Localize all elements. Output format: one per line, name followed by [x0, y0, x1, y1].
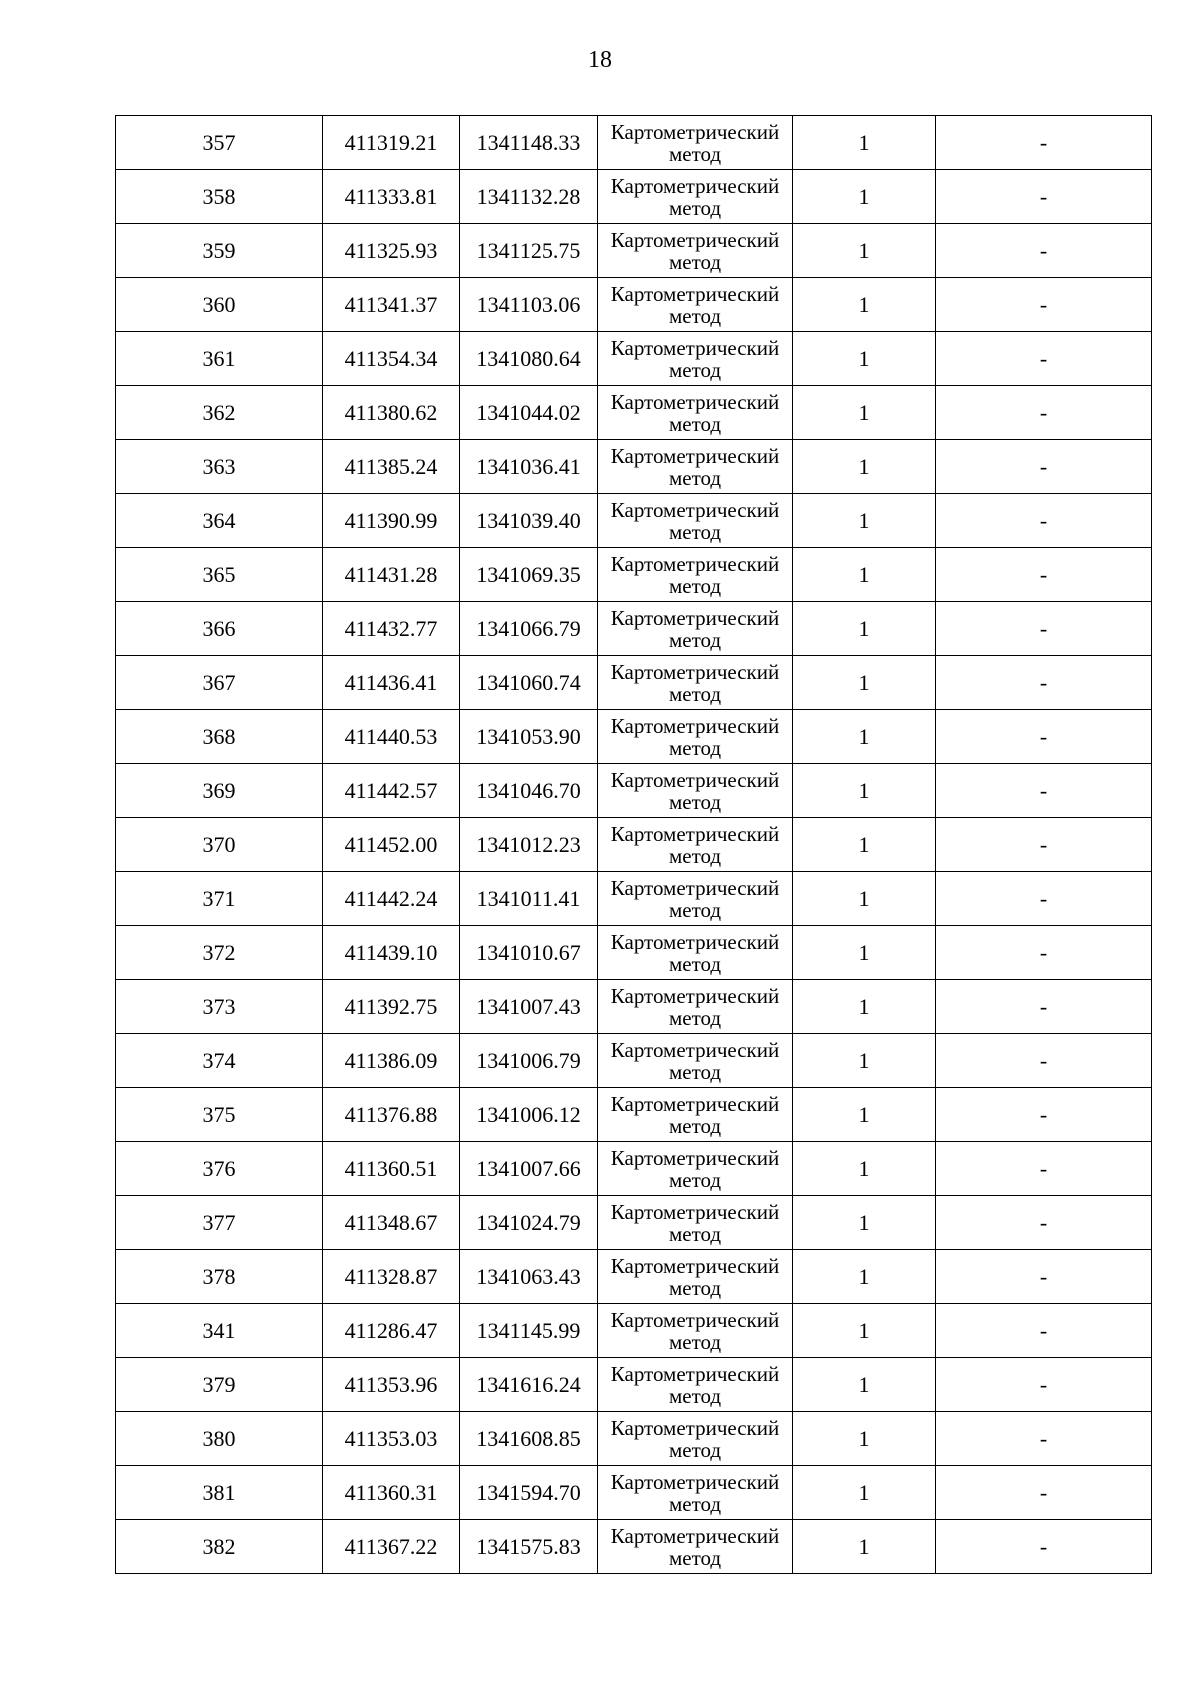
- table-row: [116, 386, 1152, 440]
- method-line-1: Картометрический: [610, 1415, 780, 1440]
- x-coordinate-cell: 411452.00: [323, 818, 460, 872]
- method-line-1: Картометрический: [610, 983, 780, 1008]
- table-row: [116, 710, 1152, 764]
- method-line-2: метод: [668, 627, 722, 652]
- accuracy-cell: 1: [793, 1466, 936, 1520]
- method-line-2: метод: [668, 573, 722, 598]
- method-line-2: метод: [668, 843, 722, 868]
- method-line-2: метод: [668, 1167, 722, 1192]
- accuracy-cell: 1: [793, 764, 936, 818]
- y-coordinate-cell: 1341053.90: [460, 710, 598, 764]
- method-cell: [598, 170, 793, 224]
- note-cell: -: [936, 872, 1152, 926]
- accuracy-cell: 1: [793, 278, 936, 332]
- accuracy-cell: 1: [793, 1520, 936, 1574]
- y-coordinate-cell: 1341080.64: [460, 332, 598, 386]
- x-coordinate-cell: 411360.31: [323, 1466, 460, 1520]
- table-row: [116, 494, 1152, 548]
- point-number-cell: 377: [116, 1196, 323, 1250]
- point-number-cell: 359: [116, 224, 323, 278]
- accuracy-cell: 1: [793, 656, 936, 710]
- point-number-cell: 372: [116, 926, 323, 980]
- note-cell: -: [936, 278, 1152, 332]
- note-cell: -: [936, 1412, 1152, 1466]
- method-cell: [598, 1142, 793, 1196]
- y-coordinate-cell: 1341012.23: [460, 818, 598, 872]
- table-row: [116, 1250, 1152, 1304]
- note-cell: -: [936, 1304, 1152, 1358]
- accuracy-cell: 1: [793, 332, 936, 386]
- method-cell: [598, 1412, 793, 1466]
- table-row: [116, 818, 1152, 872]
- method-line-1: Картометрический: [610, 1307, 780, 1332]
- method-cell: [598, 1520, 793, 1574]
- note-cell: -: [936, 1520, 1152, 1574]
- point-number-cell: 373: [116, 980, 323, 1034]
- note-cell: -: [936, 332, 1152, 386]
- point-number-cell: 357: [116, 116, 323, 170]
- method-line-1: Картометрический: [610, 659, 780, 684]
- x-coordinate-cell: 411325.93: [323, 224, 460, 278]
- point-number-cell: 381: [116, 1466, 323, 1520]
- method-line-2: метод: [668, 1005, 722, 1030]
- y-coordinate-cell: 1341575.83: [460, 1520, 598, 1574]
- table-row: [116, 116, 1152, 170]
- method-cell: [598, 548, 793, 602]
- accuracy-cell: 1: [793, 602, 936, 656]
- point-number-cell: 358: [116, 170, 323, 224]
- y-coordinate-cell: 1341007.66: [460, 1142, 598, 1196]
- note-cell: -: [936, 710, 1152, 764]
- y-coordinate-cell: 1341148.33: [460, 116, 598, 170]
- x-coordinate-cell: 411348.67: [323, 1196, 460, 1250]
- y-coordinate-cell: 1341011.41: [460, 872, 598, 926]
- x-coordinate-cell: 411354.34: [323, 332, 460, 386]
- method-line-2: метод: [668, 1329, 722, 1354]
- accuracy-cell: 1: [793, 872, 936, 926]
- method-line-2: метод: [668, 195, 722, 220]
- accuracy-cell: 1: [793, 710, 936, 764]
- x-coordinate-cell: 411341.37: [323, 278, 460, 332]
- y-coordinate-cell: 1341060.74: [460, 656, 598, 710]
- x-coordinate-cell: 411376.88: [323, 1088, 460, 1142]
- note-cell: -: [936, 224, 1152, 278]
- y-coordinate-cell: 1341046.70: [460, 764, 598, 818]
- method-line-1: Картометрический: [610, 281, 780, 306]
- note-cell: -: [936, 1142, 1152, 1196]
- note-cell: -: [936, 1196, 1152, 1250]
- method-line-2: метод: [668, 1437, 722, 1462]
- x-coordinate-cell: 411353.03: [323, 1412, 460, 1466]
- x-coordinate-cell: 411386.09: [323, 1034, 460, 1088]
- method-cell: [598, 818, 793, 872]
- table-row: [116, 872, 1152, 926]
- x-coordinate-cell: 411432.77: [323, 602, 460, 656]
- x-coordinate-cell: 411436.41: [323, 656, 460, 710]
- note-cell: -: [936, 548, 1152, 602]
- table-row: [116, 764, 1152, 818]
- method-line-2: метод: [668, 951, 722, 976]
- method-line-1: Картометрический: [610, 1469, 780, 1494]
- y-coordinate-cell: 1341063.43: [460, 1250, 598, 1304]
- method-cell: [598, 278, 793, 332]
- accuracy-cell: 1: [793, 926, 936, 980]
- table-row: [116, 1520, 1152, 1574]
- point-number-cell: 370: [116, 818, 323, 872]
- point-number-cell: 364: [116, 494, 323, 548]
- method-line-2: метод: [668, 1545, 722, 1570]
- note-cell: -: [936, 1250, 1152, 1304]
- method-cell: [598, 494, 793, 548]
- method-cell: [598, 1304, 793, 1358]
- accuracy-cell: 1: [793, 116, 936, 170]
- method-line-2: метод: [668, 465, 722, 490]
- method-line-2: метод: [668, 735, 722, 760]
- method-line-2: метод: [668, 1113, 722, 1138]
- y-coordinate-cell: 1341066.79: [460, 602, 598, 656]
- method-cell: [598, 710, 793, 764]
- note-cell: -: [936, 980, 1152, 1034]
- method-cell: [598, 116, 793, 170]
- x-coordinate-cell: 411367.22: [323, 1520, 460, 1574]
- method-line-2: метод: [668, 411, 722, 436]
- accuracy-cell: 1: [793, 386, 936, 440]
- method-line-1: Картометрический: [610, 713, 780, 738]
- method-line-2: метод: [668, 1275, 722, 1300]
- method-line-1: Картометрический: [610, 1037, 780, 1062]
- point-number-cell: 374: [116, 1034, 323, 1088]
- point-number-cell: 382: [116, 1520, 323, 1574]
- table-row: [116, 440, 1152, 494]
- note-cell: -: [936, 602, 1152, 656]
- note-cell: -: [936, 1466, 1152, 1520]
- x-coordinate-cell: 411431.28: [323, 548, 460, 602]
- method-line-2: метод: [668, 1221, 722, 1246]
- table-row: [116, 602, 1152, 656]
- method-line-2: метод: [668, 519, 722, 544]
- method-line-2: метод: [668, 141, 722, 166]
- y-coordinate-cell: 1341044.02: [460, 386, 598, 440]
- table-row: [116, 926, 1152, 980]
- method-line-1: Картометрический: [610, 497, 780, 522]
- table-row: [116, 980, 1152, 1034]
- method-cell: [598, 224, 793, 278]
- method-line-1: Картометрический: [610, 1199, 780, 1224]
- method-line-2: метод: [668, 681, 722, 706]
- note-cell: -: [936, 440, 1152, 494]
- method-line-1: Картометрический: [610, 227, 780, 252]
- method-cell: [598, 386, 793, 440]
- x-coordinate-cell: 411353.96: [323, 1358, 460, 1412]
- point-number-cell: 376: [116, 1142, 323, 1196]
- page-number: 18: [588, 47, 612, 73]
- method-line-1: Картометрический: [610, 1091, 780, 1116]
- point-number-cell: 367: [116, 656, 323, 710]
- method-line-1: Картометрический: [610, 551, 780, 576]
- method-cell: [598, 872, 793, 926]
- method-line-1: Картометрический: [610, 929, 780, 954]
- accuracy-cell: 1: [793, 1142, 936, 1196]
- y-coordinate-cell: 1341594.70: [460, 1466, 598, 1520]
- accuracy-cell: 1: [793, 494, 936, 548]
- y-coordinate-cell: 1341103.06: [460, 278, 598, 332]
- method-line-2: метод: [668, 1059, 722, 1084]
- table-row: [116, 548, 1152, 602]
- note-cell: -: [936, 1034, 1152, 1088]
- accuracy-cell: 1: [793, 224, 936, 278]
- point-number-cell: 378: [116, 1250, 323, 1304]
- method-line-1: Картометрический: [610, 821, 780, 846]
- point-number-cell: 365: [116, 548, 323, 602]
- method-cell: [598, 656, 793, 710]
- method-line-2: метод: [668, 1491, 722, 1516]
- table-row: [116, 332, 1152, 386]
- method-cell: [598, 926, 793, 980]
- method-cell: [598, 1088, 793, 1142]
- note-cell: -: [936, 1088, 1152, 1142]
- x-coordinate-cell: 411319.21: [323, 116, 460, 170]
- point-number-cell: 361: [116, 332, 323, 386]
- x-coordinate-cell: 411380.62: [323, 386, 460, 440]
- table-row: [116, 1142, 1152, 1196]
- method-line-2: метод: [668, 303, 722, 328]
- y-coordinate-cell: 1341616.24: [460, 1358, 598, 1412]
- note-cell: -: [936, 656, 1152, 710]
- y-coordinate-cell: 1341069.35: [460, 548, 598, 602]
- method-cell: [598, 440, 793, 494]
- point-number-cell: 368: [116, 710, 323, 764]
- method-line-1: Картометрический: [610, 1523, 780, 1548]
- accuracy-cell: 1: [793, 1412, 936, 1466]
- note-cell: -: [936, 818, 1152, 872]
- y-coordinate-cell: 1341010.67: [460, 926, 598, 980]
- method-line-2: метод: [668, 1383, 722, 1408]
- point-number-cell: 363: [116, 440, 323, 494]
- method-line-1: Картометрический: [610, 1145, 780, 1170]
- method-line-1: Картометрический: [610, 1253, 780, 1278]
- x-coordinate-cell: 411392.75: [323, 980, 460, 1034]
- x-coordinate-cell: 411385.24: [323, 440, 460, 494]
- note-cell: -: [936, 170, 1152, 224]
- method-line-1: Картометрический: [610, 119, 780, 144]
- x-coordinate-cell: 411440.53: [323, 710, 460, 764]
- method-line-2: метод: [668, 897, 722, 922]
- method-line-1: Картометрический: [610, 767, 780, 792]
- accuracy-cell: 1: [793, 1304, 936, 1358]
- method-cell: [598, 980, 793, 1034]
- table-row: [116, 224, 1152, 278]
- accuracy-cell: 1: [793, 1358, 936, 1412]
- x-coordinate-cell: 411390.99: [323, 494, 460, 548]
- x-coordinate-cell: 411286.47: [323, 1304, 460, 1358]
- method-cell: [598, 1466, 793, 1520]
- point-number-cell: 379: [116, 1358, 323, 1412]
- method-cell: [598, 764, 793, 818]
- point-number-cell: 360: [116, 278, 323, 332]
- accuracy-cell: 1: [793, 980, 936, 1034]
- method-line-1: Картометрический: [610, 1361, 780, 1386]
- table-row: [116, 1088, 1152, 1142]
- table-row: [116, 1304, 1152, 1358]
- x-coordinate-cell: 411328.87: [323, 1250, 460, 1304]
- y-coordinate-cell: 1341006.79: [460, 1034, 598, 1088]
- x-coordinate-cell: 411442.24: [323, 872, 460, 926]
- table-row: [116, 1196, 1152, 1250]
- x-coordinate-cell: 411360.51: [323, 1142, 460, 1196]
- method-line-2: метод: [668, 249, 722, 274]
- y-coordinate-cell: 1341608.85: [460, 1412, 598, 1466]
- y-coordinate-cell: 1341145.99: [460, 1304, 598, 1358]
- accuracy-cell: 1: [793, 1088, 936, 1142]
- point-number-cell: 380: [116, 1412, 323, 1466]
- method-line-1: Картометрический: [610, 875, 780, 900]
- y-coordinate-cell: 1341125.75: [460, 224, 598, 278]
- note-cell: -: [936, 1358, 1152, 1412]
- table-row: [116, 170, 1152, 224]
- method-cell: [598, 1358, 793, 1412]
- point-number-cell: 371: [116, 872, 323, 926]
- table-row: [116, 1466, 1152, 1520]
- accuracy-cell: 1: [793, 170, 936, 224]
- note-cell: -: [936, 494, 1152, 548]
- point-number-cell: 375: [116, 1088, 323, 1142]
- x-coordinate-cell: 411439.10: [323, 926, 460, 980]
- coordinates-table-body: [116, 116, 1152, 1574]
- table-row: [116, 1412, 1152, 1466]
- y-coordinate-cell: 1341006.12: [460, 1088, 598, 1142]
- method-line-1: Картометрический: [610, 389, 780, 414]
- point-number-cell: 362: [116, 386, 323, 440]
- x-coordinate-cell: 411442.57: [323, 764, 460, 818]
- table-row: [116, 1358, 1152, 1412]
- point-number-cell: 366: [116, 602, 323, 656]
- method-cell: [598, 1034, 793, 1088]
- method-line-2: метод: [668, 789, 722, 814]
- method-line-1: Картометрический: [610, 443, 780, 468]
- note-cell: -: [936, 926, 1152, 980]
- point-number-cell: 369: [116, 764, 323, 818]
- note-cell: -: [936, 764, 1152, 818]
- table-row: [116, 1034, 1152, 1088]
- table-row: [116, 656, 1152, 710]
- method-line-1: Картометрический: [610, 605, 780, 630]
- method-cell: [598, 602, 793, 656]
- method-cell: [598, 1196, 793, 1250]
- table-row: [116, 278, 1152, 332]
- accuracy-cell: 1: [793, 1034, 936, 1088]
- y-coordinate-cell: 1341007.43: [460, 980, 598, 1034]
- accuracy-cell: 1: [793, 818, 936, 872]
- note-cell: -: [936, 386, 1152, 440]
- method-line-1: Картометрический: [610, 173, 780, 198]
- coordinates-table: [115, 115, 1152, 1574]
- point-number-cell: 341: [116, 1304, 323, 1358]
- method-line-1: Картометрический: [610, 335, 780, 360]
- x-coordinate-cell: 411333.81: [323, 170, 460, 224]
- y-coordinate-cell: 1341036.41: [460, 440, 598, 494]
- accuracy-cell: 1: [793, 440, 936, 494]
- note-cell: -: [936, 116, 1152, 170]
- accuracy-cell: 1: [793, 548, 936, 602]
- accuracy-cell: 1: [793, 1250, 936, 1304]
- y-coordinate-cell: 1341039.40: [460, 494, 598, 548]
- y-coordinate-cell: 1341024.79: [460, 1196, 598, 1250]
- y-coordinate-cell: 1341132.28: [460, 170, 598, 224]
- method-line-2: метод: [668, 357, 722, 382]
- method-cell: [598, 332, 793, 386]
- accuracy-cell: 1: [793, 1196, 936, 1250]
- method-cell: [598, 1250, 793, 1304]
